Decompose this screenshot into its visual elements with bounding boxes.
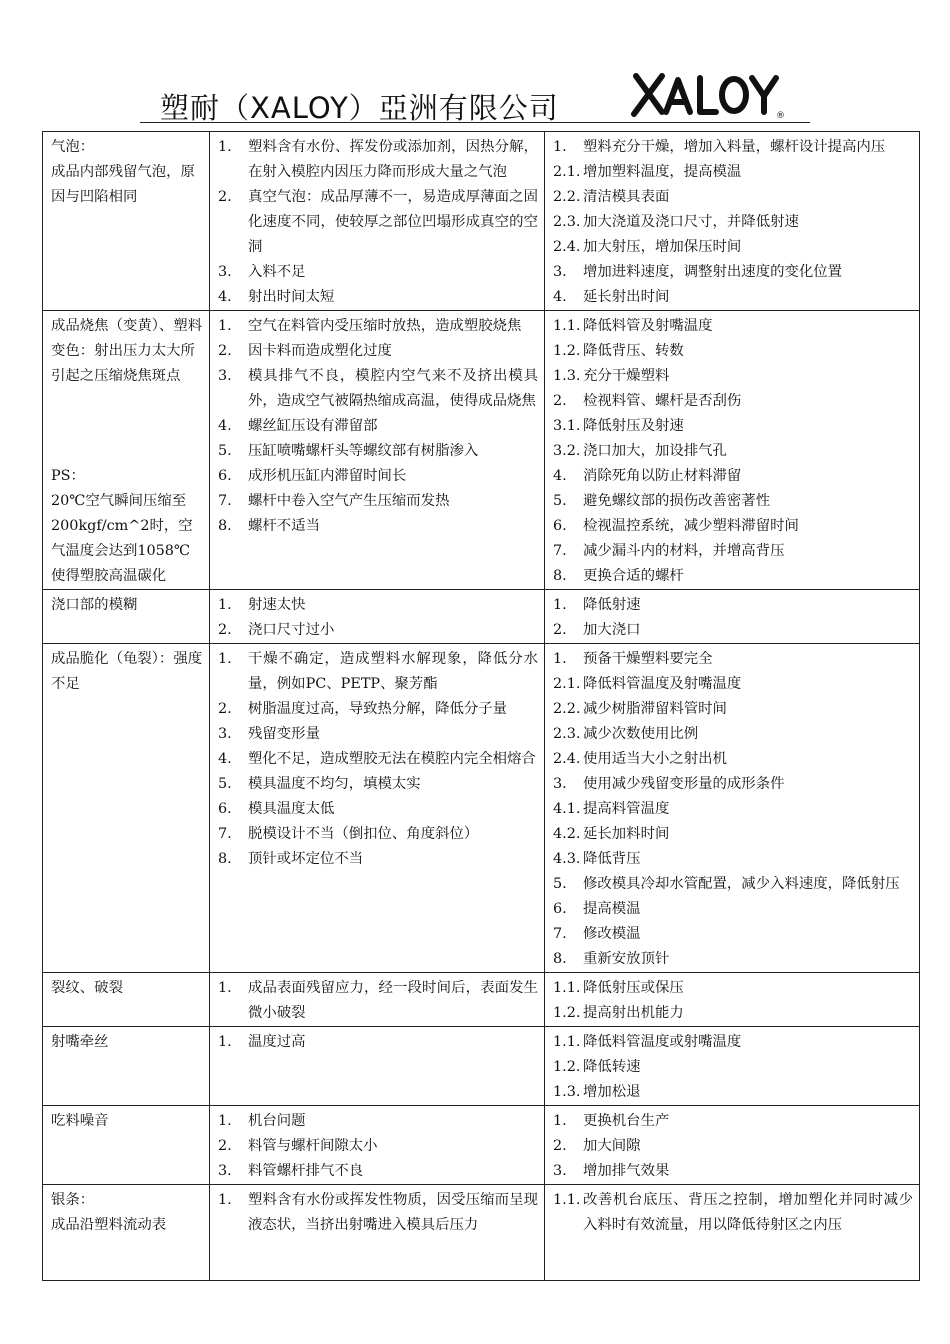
item-text: 塑料含有水份、挥发份或添加剂，因热分解，在射入模腔内因压力降而形成大量之气泡 [248, 139, 538, 180]
item-number: 3. [218, 368, 232, 384]
remedy-item [553, 976, 913, 1001]
item-number: 3. [553, 264, 567, 280]
item-number: 1. [553, 651, 567, 667]
item-text: 重新安放顶针 [583, 951, 670, 967]
table-row [43, 1185, 920, 1281]
problem-text: 吃料噪音 [51, 1113, 109, 1129]
item-number: 3. [553, 1163, 567, 1179]
cause-item [218, 747, 538, 772]
item-text: 残留变形量 [248, 726, 320, 742]
cause-item [218, 822, 538, 847]
item-text: 降低射速 [583, 597, 641, 613]
cause-item [218, 1030, 538, 1055]
item-text: 加大射压，增加保压时间 [583, 239, 742, 255]
item-number: 2. [553, 393, 567, 409]
item-text: 检视料管、螺杆是否刮伤 [583, 393, 742, 409]
remedy-item [553, 135, 913, 160]
cause-item [218, 285, 538, 310]
item-text: 加大浇口 [583, 622, 641, 638]
item-text: 减少次数使用比例 [583, 726, 699, 742]
item-text: 塑化不足，造成塑胶无法在模腔内完全相熔合 [248, 751, 536, 767]
item-number: 2.2. [553, 189, 581, 205]
remedy-item [553, 1001, 913, 1026]
item-text: 改善机台底压、背压之控制，增加塑化并同时减少入料时有效流量，用以降低待射区之内压 [583, 1192, 913, 1233]
problem-text: 成品脆化（龟裂）：强度不足 [51, 651, 203, 692]
item-number: 4. [553, 289, 567, 305]
remedy-item [553, 1109, 913, 1134]
item-text: 检视温控系统，减少塑料滞留时间 [583, 518, 799, 534]
item-number: 1. [218, 1034, 232, 1050]
cause-item [218, 1134, 538, 1159]
item-text: 加大浇道及浇口尺寸，并降低射速 [583, 214, 799, 230]
remedy-cell [545, 590, 920, 644]
item-number: 2. [553, 1138, 567, 1154]
item-number: 4.3. [553, 851, 581, 867]
item-text: 射出时间太短 [248, 289, 335, 305]
item-text: 树脂温度过高，导致热分解，降低分子量 [248, 701, 508, 717]
table-row [43, 1106, 920, 1185]
item-number: 4.1. [553, 801, 581, 817]
problem-cell [43, 1027, 210, 1106]
remedy-item [553, 822, 913, 847]
item-number: 2. [218, 622, 232, 638]
cause-item [218, 1159, 538, 1184]
remedy-item [553, 618, 913, 643]
item-number: 6. [553, 901, 567, 917]
item-text: 更换机台生产 [583, 1113, 670, 1129]
item-text: 塑料充分干燥，增加入料量，螺杆设计提高内压 [583, 139, 886, 155]
problem-text: 射嘴牵丝 [51, 1034, 109, 1050]
remedy-item [553, 1055, 913, 1080]
item-number: 2.1. [553, 676, 581, 692]
cause-item [218, 185, 538, 260]
item-text: 加大间隙 [583, 1138, 641, 1154]
item-text: 使用适当大小之射出机 [583, 751, 727, 767]
item-number: 2. [218, 701, 232, 717]
remedy-cell [545, 311, 920, 590]
cause-cell [210, 590, 545, 644]
item-text: 料管螺杆排气不良 [248, 1163, 364, 1179]
remedy-item [553, 1134, 913, 1159]
item-number: 3.2. [553, 443, 581, 459]
item-number: 3. [218, 1163, 232, 1179]
item-text: 成形机压缸内滞留时间长 [248, 468, 407, 484]
remedy-item [553, 285, 913, 310]
cause-item [218, 797, 538, 822]
item-number: 5. [218, 443, 232, 459]
item-number: 8. [553, 951, 567, 967]
item-text: 温度过高 [248, 1034, 306, 1050]
item-number: 2. [553, 622, 567, 638]
remedy-item [553, 160, 913, 185]
item-text: 延长加料时间 [583, 826, 670, 842]
company-title: 塑耐（XALOY）亞洲有限公司 [160, 91, 559, 125]
registered-mark: ® [776, 111, 785, 121]
item-number: 2.2. [553, 701, 581, 717]
item-number: 1. [218, 1192, 232, 1208]
item-text: 真空气泡：成品厚薄不一，易造成厚薄面之固化速度不同，使较厚之部位凹塌形成真空的空洞 [248, 189, 538, 255]
item-number: 6. [218, 468, 232, 484]
remedy-item [553, 847, 913, 872]
table-row [43, 311, 920, 590]
table-row [43, 1027, 920, 1106]
cause-item [218, 464, 538, 489]
remedy-item [553, 389, 913, 414]
item-text: 降低转速 [583, 1059, 641, 1075]
cause-item [218, 1109, 538, 1134]
cause-item [218, 976, 538, 1026]
remedy-item [553, 364, 913, 389]
problem-text: 银条： [51, 1192, 95, 1208]
item-text: 减少树脂滞留料管时间 [583, 701, 727, 717]
table-row [43, 644, 920, 973]
problem-text: 裂纹、破裂 [51, 980, 123, 996]
item-text: 修改模温 [583, 926, 641, 942]
item-text: 增加松退 [583, 1084, 641, 1100]
item-number: 1.2. [553, 343, 581, 359]
item-number: 3. [218, 264, 232, 280]
item-text: 增加排气效果 [583, 1163, 670, 1179]
cause-cell [210, 973, 545, 1027]
item-number: 1. [553, 597, 567, 613]
cause-item [218, 722, 538, 747]
remedy-item [553, 647, 913, 672]
item-text: 浇口尺寸过小 [248, 622, 335, 638]
item-text: 充分干燥塑料 [583, 368, 670, 384]
cause-item [218, 364, 538, 414]
item-number: 4. [218, 751, 232, 767]
remedy-item [553, 1188, 913, 1238]
problem-text: 成品内部残留气泡，原因与凹陷相同 [51, 164, 195, 205]
item-text: 更换合适的螺杆 [583, 568, 684, 584]
cause-item [218, 618, 538, 643]
problem-text: 气泡： [51, 139, 95, 155]
remedy-item [553, 464, 913, 489]
item-number: 8. [553, 568, 567, 584]
remedy-item [553, 797, 913, 822]
cause-item [218, 697, 538, 722]
item-text: 模具排气不良，模腔内空气来不及挤出模具外，造成空气被隔热缩成高温，使得成品烧焦 [248, 368, 538, 409]
remedy-item [553, 1080, 913, 1105]
item-number: 5. [553, 493, 567, 509]
table-row [43, 132, 920, 311]
remedy-item [553, 414, 913, 439]
item-number: 1.1. [553, 318, 581, 334]
item-number: 7. [218, 493, 232, 509]
item-text: 提高模温 [583, 901, 641, 917]
item-number: 6. [553, 518, 567, 534]
document-header [140, 60, 820, 126]
remedy-item [553, 339, 913, 364]
item-number: 1.3. [553, 368, 581, 384]
defect-table [42, 131, 920, 1281]
item-text: 射速太快 [248, 597, 306, 613]
item-number: 2.1. [553, 164, 581, 180]
item-number: 4. [553, 468, 567, 484]
problem-cell [43, 644, 210, 973]
item-text: 延长射出时间 [583, 289, 670, 305]
item-text: 螺杆中卷入空气产生压缩而发热 [248, 493, 450, 509]
item-number: 8. [218, 518, 232, 534]
remedy-item [553, 210, 913, 235]
item-number: 5. [218, 776, 232, 792]
item-number: 1. [218, 318, 232, 334]
cause-item [218, 593, 538, 618]
item-number: 3. [218, 726, 232, 742]
item-number: 1.2. [553, 1059, 581, 1075]
item-text: 降低射压及射速 [583, 418, 684, 434]
item-text: 压缸喷嘴螺杆头等螺纹部有树脂渗入 [248, 443, 479, 459]
item-text: 模具温度不均匀，填模太实 [248, 776, 421, 792]
remedy-item [553, 747, 913, 772]
problem-text: 浇口部的模糊 [51, 597, 138, 613]
cause-item [218, 1188, 538, 1238]
problem-cell [43, 1106, 210, 1185]
problem-note: 20℃空气瞬间压缩至200kgf/cm^2时，空气温度会达到1058℃使得塑胶高温碳化 [51, 493, 193, 584]
item-text: 脱模设计不当（倒扣位、角度斜位） [248, 826, 479, 842]
item-number: 1. [218, 597, 232, 613]
item-text: 螺杆不适当 [248, 518, 320, 534]
item-number: 1. [218, 980, 232, 996]
remedy-item [553, 1030, 913, 1055]
item-number: 1. [218, 139, 232, 155]
item-text: 提高料管温度 [583, 801, 670, 817]
item-number: 2.3. [553, 726, 581, 742]
item-text: 降低背压 [583, 851, 641, 867]
remedy-item [553, 772, 913, 797]
problem-cell [43, 590, 210, 644]
item-text: 空气在料管内受压缩时放热，造成塑胶烧焦 [248, 318, 522, 334]
remedy-item [553, 872, 913, 897]
remedy-cell [545, 973, 920, 1027]
remedy-cell [545, 644, 920, 973]
item-number: 7. [553, 543, 567, 559]
item-number: 7. [218, 826, 232, 842]
item-text: 降低背压、转数 [583, 343, 684, 359]
item-number: 7. [553, 926, 567, 942]
item-number: 2.4. [553, 751, 581, 767]
item-number: 8. [218, 851, 232, 867]
item-text: 增加塑料温度，提高模温 [583, 164, 742, 180]
item-text: 提高射出机能力 [583, 1005, 684, 1021]
remedy-cell [545, 132, 920, 311]
remedy-item [553, 539, 913, 564]
item-text: 增加进料速度，调整射出速度的变化位置 [583, 264, 843, 280]
item-number: 2.3. [553, 214, 581, 230]
item-text: 塑料含有水份或挥发性物质，因受压缩而呈现液态状，当挤出射嘴进入模具后压力 [248, 1192, 538, 1233]
remedy-item [553, 922, 913, 947]
item-text: 降低料管及射嘴温度 [583, 318, 713, 334]
remedy-item [553, 593, 913, 618]
table-row [43, 973, 920, 1027]
item-text: 螺丝缸压设有滞留部 [248, 418, 378, 434]
remedy-item [553, 260, 913, 285]
item-text: 顶针或坏定位不当 [248, 851, 364, 867]
item-number: 1.3. [553, 1084, 581, 1100]
cause-item [218, 339, 538, 364]
remedy-item [553, 489, 913, 514]
item-text: 消除死角以防止材料滞留 [583, 468, 742, 484]
remedy-item [553, 564, 913, 589]
table-row [43, 590, 920, 644]
remedy-item [553, 235, 913, 260]
problem-text: 成品沿塑料流动表 [51, 1217, 167, 1233]
cause-item [218, 647, 538, 697]
remedy-cell [545, 1106, 920, 1185]
cause-cell [210, 1027, 545, 1106]
item-number: 1.1. [553, 1192, 581, 1208]
item-text: 因卡料而造成塑化过度 [248, 343, 392, 359]
cause-cell [210, 132, 545, 311]
item-text: 入料不足 [248, 264, 306, 280]
item-number: 2. [218, 189, 232, 205]
remedy-item [553, 722, 913, 747]
problem-cell [43, 311, 210, 590]
item-number: 3. [553, 776, 567, 792]
item-text: 降低料管温度及射嘴温度 [583, 676, 742, 692]
item-text: 模具温度太低 [248, 801, 335, 817]
cause-item [218, 514, 538, 539]
remedy-item [553, 514, 913, 539]
item-text: 成品表面残留应力，经一段时间后，表面发生微小破裂 [248, 980, 538, 1021]
problem-text: 成品烧焦（变黄）、塑料变色：射出压力太大所引起之压缩烧焦斑点 [51, 318, 203, 384]
cause-item [218, 414, 538, 439]
remedy-item [553, 1159, 913, 1184]
item-text: 料管与螺杆间隙太小 [248, 1138, 378, 1154]
remedy-item [553, 897, 913, 922]
cause-item [218, 260, 538, 285]
cause-item [218, 135, 538, 185]
remedy-cell [545, 1027, 920, 1106]
item-text: 降低射压或保压 [583, 980, 684, 996]
item-text: 干燥不确定，造成塑料水解现象，降低分水量，例如PC、PETP、聚芳酯 [248, 651, 538, 692]
cause-item [218, 772, 538, 797]
item-number: 1. [218, 1113, 232, 1129]
item-number: 3.1. [553, 418, 581, 434]
remedy-item [553, 185, 913, 210]
xaloy-logo [628, 66, 788, 122]
item-number: 6. [218, 801, 232, 817]
cause-cell [210, 1185, 545, 1281]
remedy-item [553, 314, 913, 339]
remedy-item [553, 947, 913, 972]
cause-cell [210, 1106, 545, 1185]
header-rule [140, 122, 810, 123]
problem-cell [43, 1185, 210, 1281]
item-number: 1. [553, 1113, 567, 1129]
item-text: 减少漏斗内的材料，并增高背压 [583, 543, 785, 559]
item-number: 4.2. [553, 826, 581, 842]
item-number: 1.1. [553, 980, 581, 996]
item-number: 5. [553, 876, 567, 892]
cause-item [218, 439, 538, 464]
item-text: 浇口加大，加设排气孔 [583, 443, 727, 459]
item-number: 2. [218, 343, 232, 359]
item-text: 使用减少残留变形量的成形条件 [583, 776, 785, 792]
problem-cell [43, 132, 210, 311]
remedy-item [553, 439, 913, 464]
cause-cell [210, 644, 545, 973]
item-text: 避免螺纹部的损伤改善密著性 [583, 493, 771, 509]
remedy-item [553, 672, 913, 697]
remedy-cell [545, 1185, 920, 1281]
cause-item [218, 847, 538, 872]
item-number: 1.2. [553, 1005, 581, 1021]
item-text: 降低料管温度或射嘴温度 [583, 1034, 742, 1050]
item-number: 1. [553, 139, 567, 155]
cause-cell [210, 311, 545, 590]
item-text: 修改模具冷却水管配置，减少入料速度，降低射压 [583, 876, 900, 892]
item-number: 4. [218, 418, 232, 434]
problem-note: PS： [51, 468, 85, 484]
remedy-item [553, 697, 913, 722]
item-number: 4. [218, 289, 232, 305]
item-text: 预备干燥塑料要完全 [583, 651, 713, 667]
item-text: 清洁模具表面 [583, 189, 670, 205]
item-text: 机台问题 [248, 1113, 306, 1129]
item-number: 1. [218, 651, 232, 667]
item-number: 2.4. [553, 239, 581, 255]
problem-cell [43, 973, 210, 1027]
item-number: 1.1. [553, 1034, 581, 1050]
item-number: 2. [218, 1138, 232, 1154]
cause-item [218, 489, 538, 514]
cause-item [218, 314, 538, 339]
